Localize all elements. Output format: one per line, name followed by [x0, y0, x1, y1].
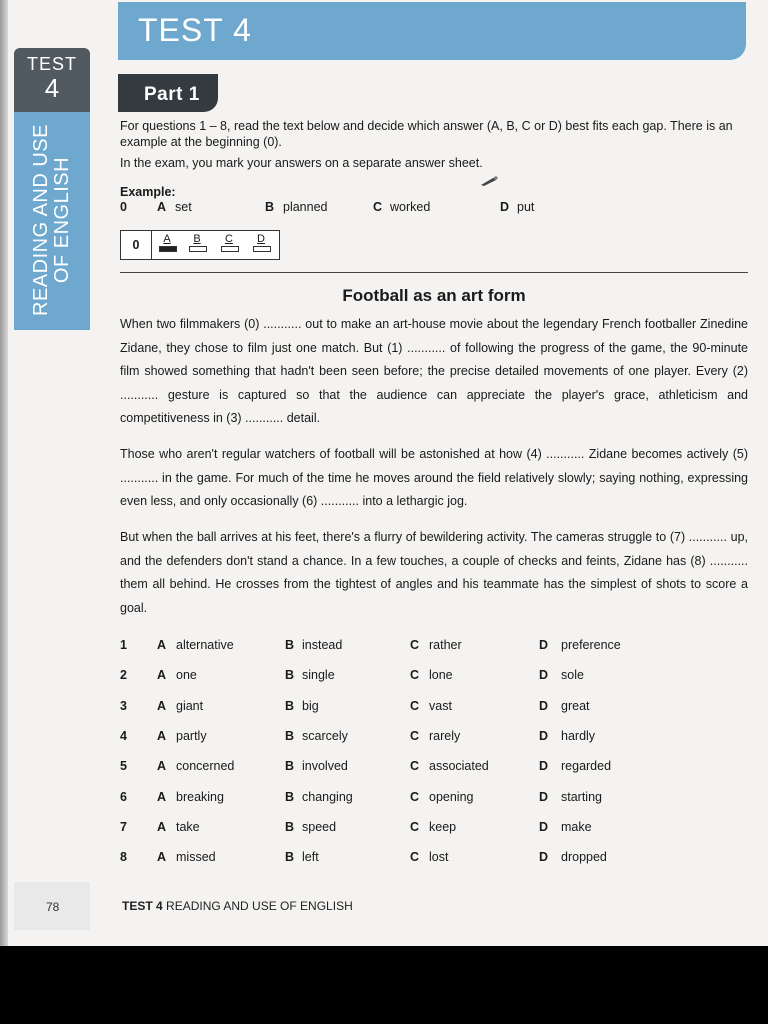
question-row	[120, 638, 720, 658]
answer-bubble-d	[253, 246, 271, 252]
article-paragraph-3: But when the ball arrives at his feet, there's a flurry of bewildering activity. The cameras struggle to (7) ........... up, and the defenders don't stand a chance. In a few touches, a couple of checks and feints, Zidane has (8) ........... them all behind. He crosses from the tightest of angles and his teammate has the simplest of shots to score a goal.	[120, 530, 748, 615]
option-d-letter: D	[539, 759, 549, 774]
article-paragraph-1: When two filmmakers (0) ........... out to make an art-house movie about the legendary French footballer Zinedine Zidane, they chose to film just one match. But (1) ........... of following the progress of the game, the 90-minute film showed something that hadn't been seen before; the precise detailed movements of one player. Every (2) ........... gesture is captured so that the audience can appreciate the player's grace, athleticism and competitiveness in (3) ........... detail.	[120, 317, 748, 425]
answer-option-a	[159, 233, 175, 252]
question-row	[120, 820, 720, 840]
option-c-text: keep	[429, 819, 457, 834]
answer-bubble-c	[221, 246, 239, 252]
option-d-letter: D	[539, 668, 549, 683]
option-c-text: lone	[429, 668, 453, 683]
question-number: 2	[120, 668, 127, 683]
option-c-text: lost	[429, 850, 449, 865]
option-c-text: associated	[429, 759, 489, 774]
example-option-d-text: put	[517, 200, 535, 214]
option-a-text: one	[176, 668, 197, 683]
option-a-letter: A	[157, 698, 167, 713]
side-tab-test-word: TEST	[26, 54, 77, 74]
option-d-text: hardly	[561, 728, 596, 743]
part-label: Part 1	[118, 74, 218, 112]
option-b-letter: B	[285, 698, 295, 713]
question-number: 7	[120, 819, 127, 834]
option-d-letter: D	[539, 698, 549, 713]
option-b-text: speed	[302, 819, 337, 834]
answer-option-b-label: B	[193, 233, 201, 245]
example-option-a-text: set	[175, 200, 192, 214]
option-b-text: big	[302, 698, 319, 713]
question-number: 1	[120, 638, 127, 652]
option-a-letter: A	[157, 789, 167, 804]
page-title: TEST 4	[138, 12, 252, 48]
option-c-letter: C	[410, 638, 420, 652]
answer-option-c	[221, 233, 237, 252]
answer-option-d-label: D	[257, 233, 265, 245]
option-d-letter: D	[539, 789, 549, 804]
option-b-letter: B	[285, 789, 295, 804]
answer-option-a-label: A	[163, 233, 171, 245]
footer-test-label: TEST 4	[122, 899, 163, 913]
option-d-text: great	[561, 698, 590, 713]
option-a-text: breaking	[176, 789, 224, 804]
side-tab-section-label: READING AND USE OF ENGLISH	[30, 124, 73, 316]
option-b-text: left	[302, 850, 319, 865]
example-number: 0	[120, 200, 127, 214]
page-number: 78	[46, 900, 60, 914]
option-b-text: instead	[302, 638, 343, 652]
side-tab-test-number: 4	[44, 73, 60, 103]
option-b-letter: B	[285, 850, 295, 865]
question-row	[120, 699, 720, 719]
option-a-letter: A	[157, 638, 167, 652]
footer-page-box	[14, 882, 90, 930]
option-c-letter: C	[410, 789, 420, 804]
answer-option-c-label: C	[225, 233, 233, 245]
option-a-text: partly	[176, 728, 207, 743]
option-b-text: changing	[302, 789, 353, 804]
question-number: 4	[120, 728, 127, 743]
option-b-letter: B	[285, 819, 295, 834]
option-a-letter: A	[157, 819, 167, 834]
option-c-letter: C	[410, 759, 420, 774]
example-option-c-letter: C	[373, 200, 383, 214]
option-b-text: scarcely	[302, 728, 348, 743]
question-number: 3	[120, 698, 127, 713]
question-number: 6	[120, 789, 127, 804]
footer-label	[122, 899, 353, 913]
option-c-text: rarely	[429, 728, 461, 743]
option-c-text: opening	[429, 789, 474, 804]
option-b-letter: B	[285, 728, 295, 743]
side-tab	[14, 48, 90, 330]
question-row	[120, 850, 720, 870]
option-c-letter: C	[410, 850, 420, 865]
footer-section: READING AND USE OF ENGLISH	[166, 899, 353, 913]
option-c-letter: C	[410, 728, 420, 743]
option-d-text: sole	[561, 668, 584, 683]
example-heading: Example:	[120, 185, 176, 199]
option-a-text: giant	[176, 698, 204, 713]
question-row	[120, 668, 720, 688]
example-option-d-letter: D	[500, 200, 510, 214]
option-c-letter: C	[410, 668, 420, 683]
question-row	[120, 729, 720, 749]
article-paragraph-2: Those who aren't regular watchers of football will be astonished at how (4) ........... Zidane becomes actively (5) ........... in the game. For much of the time he moves around the field relatively slowly; saying nothing, expressing even less, and only occasionally (6) ........... into a lethargic jog.	[120, 447, 748, 508]
option-d-text: dropped	[561, 850, 607, 865]
option-a-letter: A	[157, 759, 167, 774]
option-b-text: single	[302, 668, 335, 683]
side-tab-section	[14, 112, 90, 330]
option-a-text: alternative	[176, 638, 234, 652]
answer-option-d	[253, 233, 269, 252]
example-row	[120, 200, 748, 218]
instructions-line-1: For questions 1 – 8, read the text below and decide which answer (A, B, C or D) best fits each gap. There is an example at the beginning (0).	[120, 119, 733, 149]
answer-box-number: 0	[121, 231, 152, 259]
question-row	[120, 790, 720, 810]
option-c-letter: C	[410, 819, 420, 834]
option-c-letter: C	[410, 698, 420, 713]
option-d-text: regarded	[561, 759, 612, 774]
example-answer-box	[120, 230, 280, 260]
option-d-letter: D	[539, 728, 549, 743]
option-a-text: take	[176, 819, 200, 834]
example-option-b-letter: B	[265, 200, 275, 214]
instructions-line-2: In the exam, you mark your answers on a separate answer sheet.	[120, 156, 483, 170]
option-a-text: concerned	[176, 759, 235, 774]
example-option-b-text: planned	[283, 200, 328, 214]
option-d-text: make	[561, 819, 592, 834]
answer-option-b	[189, 233, 205, 252]
option-a-letter: A	[157, 850, 167, 865]
option-b-letter: B	[285, 638, 295, 652]
article-title: Football as an art form	[342, 286, 526, 305]
option-a-letter: A	[157, 728, 167, 743]
side-tab-test	[14, 48, 90, 112]
option-b-text: involved	[302, 759, 348, 774]
divider	[120, 272, 748, 273]
header-bar	[118, 2, 746, 60]
option-d-text: preference	[561, 638, 621, 652]
option-a-letter: A	[157, 668, 167, 683]
option-c-text: vast	[429, 698, 452, 713]
example-option-a-letter: A	[157, 200, 167, 214]
answer-bubble-a	[159, 246, 177, 252]
example-option-c-text: worked	[390, 200, 431, 214]
option-c-text: rather	[429, 638, 462, 652]
option-d-letter: D	[539, 850, 549, 865]
option-b-letter: B	[285, 759, 295, 774]
answer-bubble-b	[189, 246, 207, 252]
question-number: 5	[120, 759, 127, 774]
option-d-text: starting	[561, 789, 602, 804]
option-d-letter: D	[539, 638, 549, 652]
option-d-letter: D	[539, 819, 549, 834]
book-spine	[0, 0, 8, 946]
question-number: 8	[120, 850, 127, 865]
option-a-text: missed	[176, 850, 216, 865]
question-row	[120, 759, 720, 779]
option-b-letter: B	[285, 668, 295, 683]
